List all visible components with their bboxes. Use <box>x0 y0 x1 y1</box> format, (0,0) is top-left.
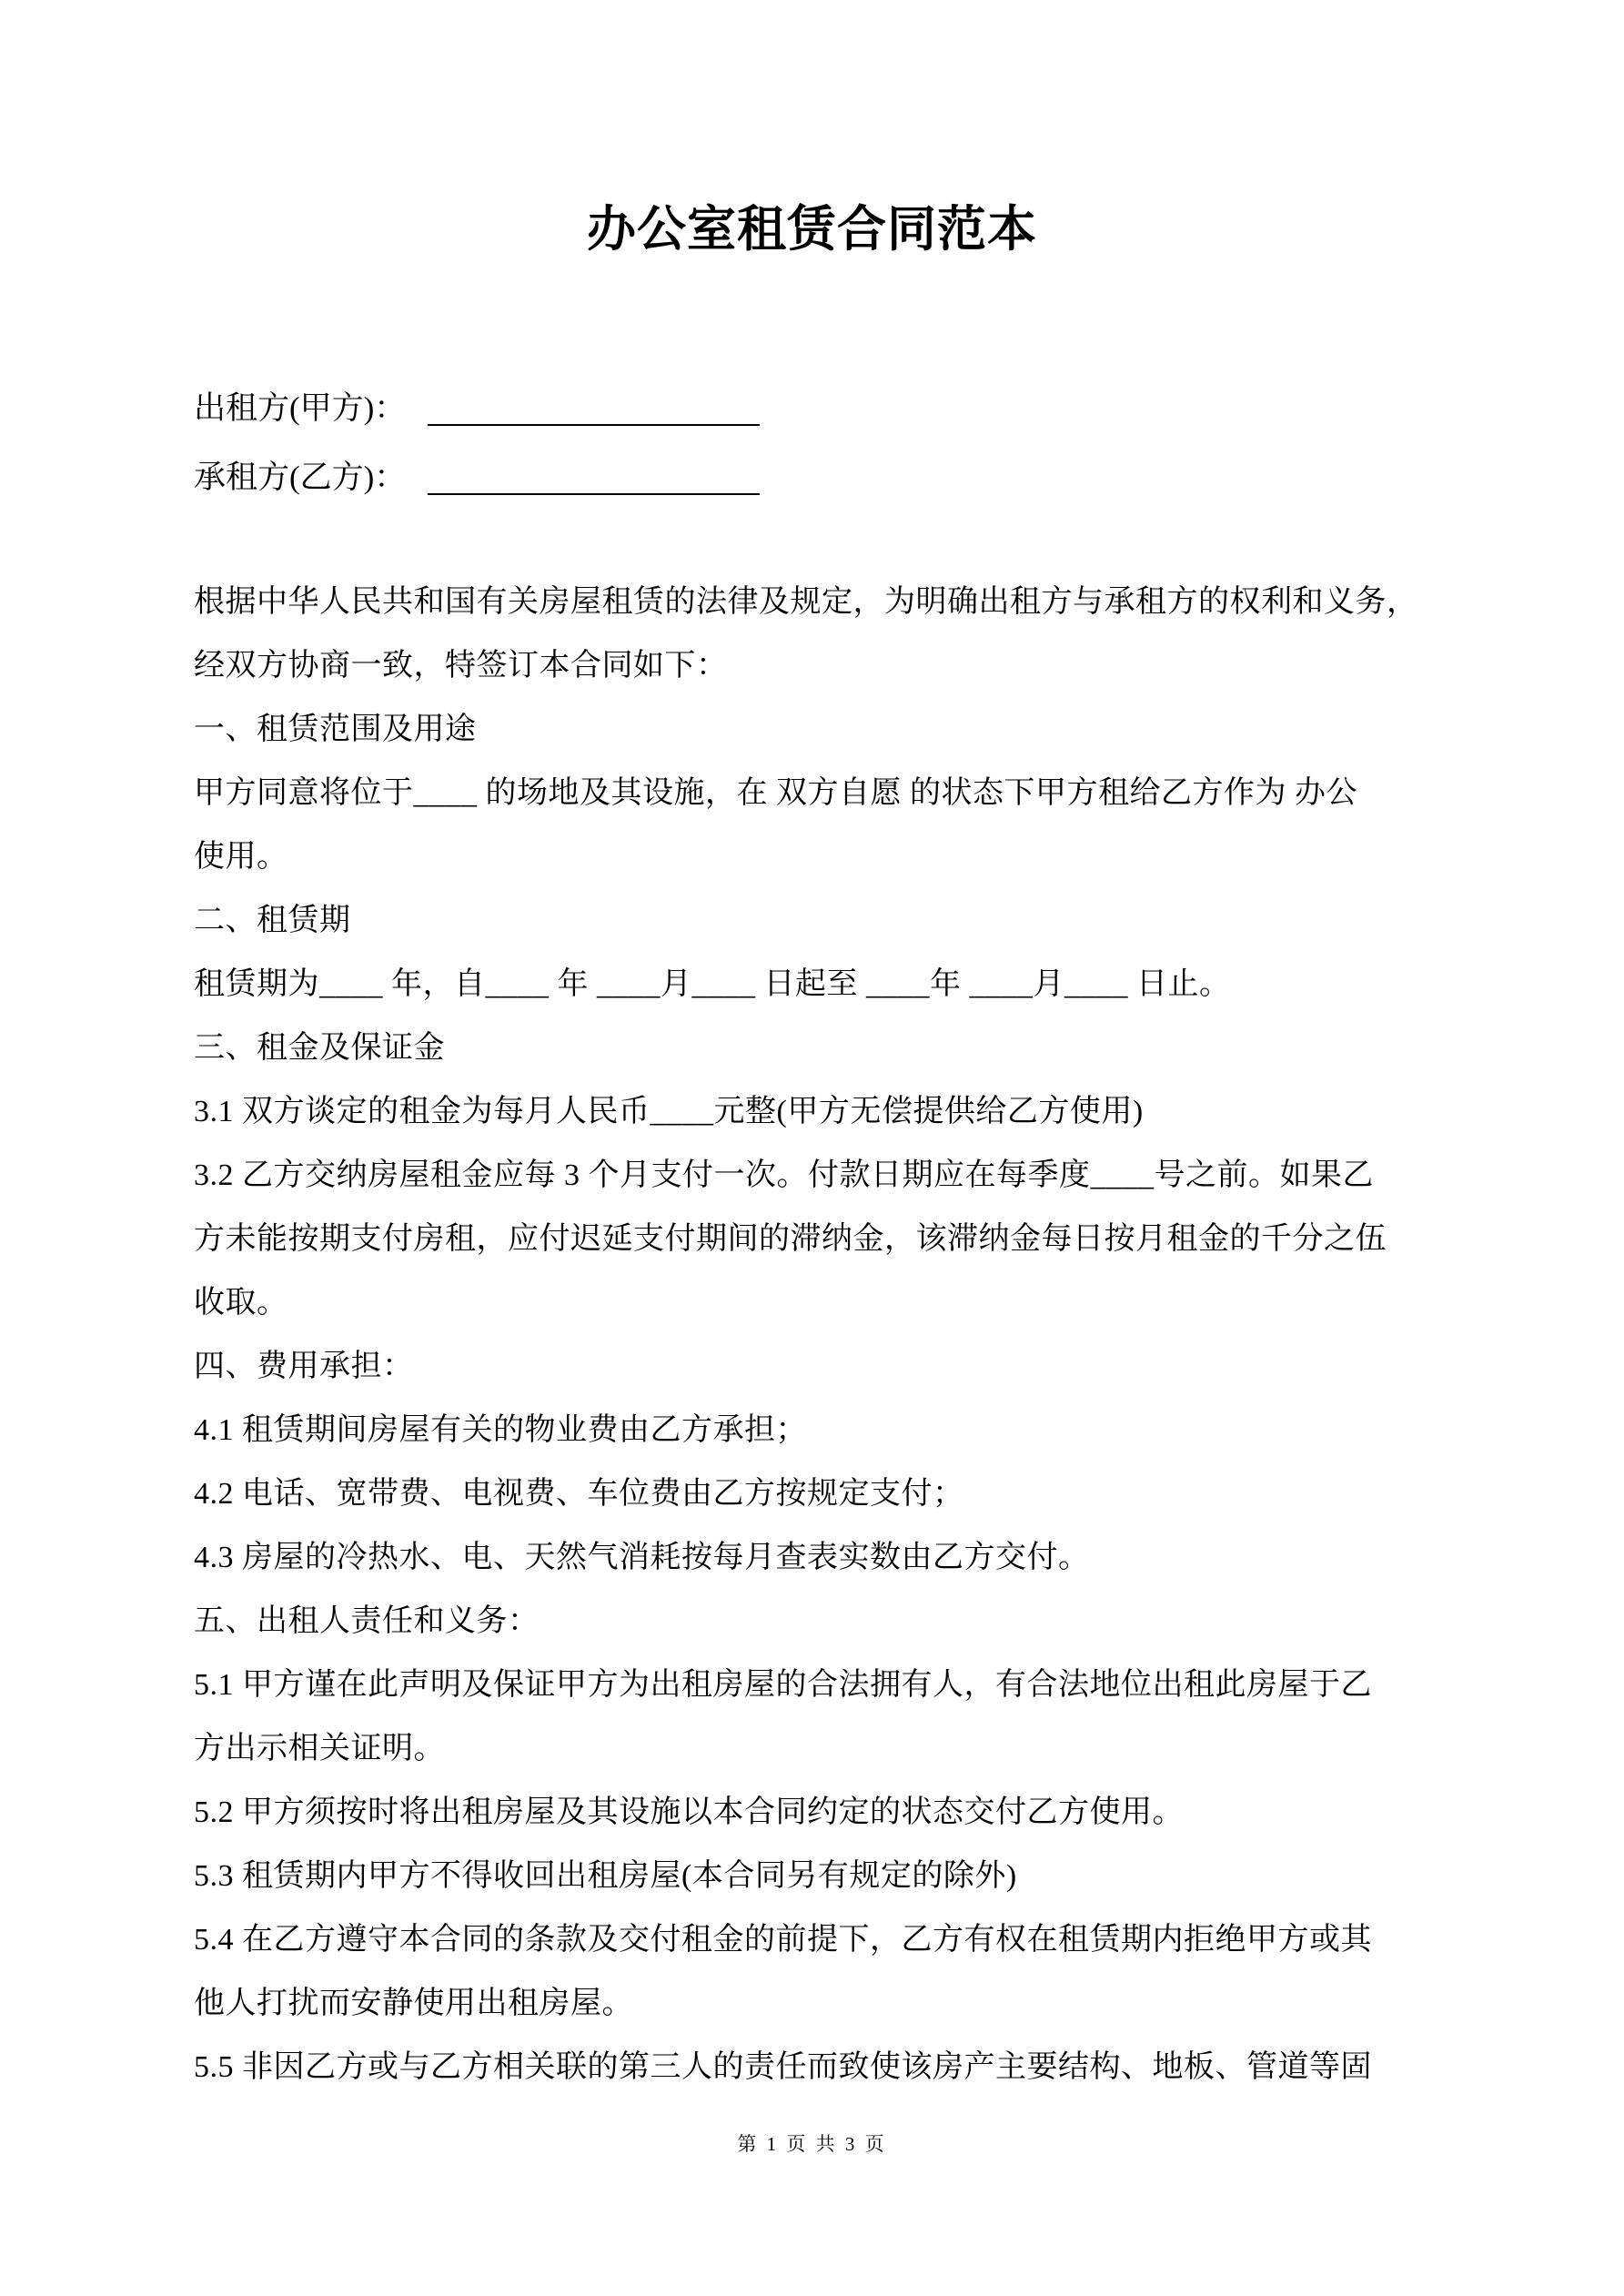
contract-line: 租赁期为____ 年，自____ 年 ____月____ 日起至 ____年 ____月____ 日止。 <box>194 966 1231 1001</box>
contract-line: 4.3 房屋的冷热水、电、天然气消耗按每月查表实数由乙方交付。 <box>194 1540 1090 1574</box>
lessee-line <box>194 443 1624 512</box>
contract-line: 他人打扰而安静使用出租房屋。 <box>194 1986 633 2020</box>
contract-line: 经双方协商一致，特签订本合同如下： <box>194 648 728 683</box>
lessee-blank-line <box>428 461 760 495</box>
lessee-label: 承租方(乙方)： <box>194 459 407 495</box>
parties-block <box>0 374 1624 512</box>
page-title: 办公室租赁合同范本 <box>587 202 1037 257</box>
section-heading: 二、租赁期 <box>194 903 351 937</box>
contract-line: 根据中华人民共和国有关房屋租赁的法律及规定，为明确出租方与承租方的权利和义务， <box>194 584 1418 619</box>
contract-body <box>0 571 1624 2099</box>
contract-line: 方出示相关证明。 <box>194 1731 445 1765</box>
contract-line: 收取。 <box>194 1285 288 1320</box>
lessor-blank-line <box>428 392 760 426</box>
contract-line: 5.4 在乙方遵守本合同的条款及交付租金的前提下，乙方有权在租赁期内拒绝甲方或其 <box>194 1922 1372 1957</box>
contract-line: 5.5 非因乙方或与乙方相关联的第三人的责任而致使该房产主要结构、地板、管道等固 <box>194 2049 1372 2084</box>
contract-line: 5.3 租赁期内甲方不得收回出租房屋(本合同另有规定的除外) <box>194 1858 1017 1893</box>
contract-line: 3.2 乙方交纳房屋租金应每 3 个月支付一次。付款日期应在每季度____号之前。如果乙 <box>194 1158 1374 1192</box>
contract-line: 方未能按期支付房租，应付迟延支付期间的滞纳金，该滞纳金每日按月租金的千分之伍 <box>194 1221 1387 1256</box>
contract-line: 5.2 甲方须按时将出租房屋及其设施以本合同约定的状态交付乙方使用。 <box>194 1795 1184 1829</box>
contract-line: 4.1 租赁期间房屋有关的物业费由乙方承担； <box>194 1412 807 1447</box>
contract-line: 甲方同意将位于____ 的场地及其设施，在 双方自愿 的状态下甲方租给乙方作为 办公 <box>194 775 1357 810</box>
contract-line: 使用。 <box>194 839 288 874</box>
contract-line: 3.1 双方谈定的租金为每月人民币____元整(甲方无偿提供给乙方使用) <box>194 1094 1144 1128</box>
contract-line: 5.1 甲方谨在此声明及保证甲方为出租房屋的合法拥有人，有合法地位出租此房屋于乙 <box>194 1667 1372 1702</box>
section-heading: 一、租赁范围及用途 <box>194 712 477 746</box>
section-heading: 五、出租人责任和义务： <box>194 1603 540 1638</box>
section-heading: 三、租金及保证金 <box>194 1030 445 1065</box>
lessor-label: 出租方(甲方)： <box>194 389 407 426</box>
section-heading: 四、费用承担： <box>194 1349 414 1383</box>
contract-line: 4.2 电话、宽带费、电视费、车位费由乙方按规定支付； <box>194 1476 964 1511</box>
page-number-footer: 第 1 页 共 3 页 <box>737 2133 887 2155</box>
lessor-line <box>194 374 1624 443</box>
